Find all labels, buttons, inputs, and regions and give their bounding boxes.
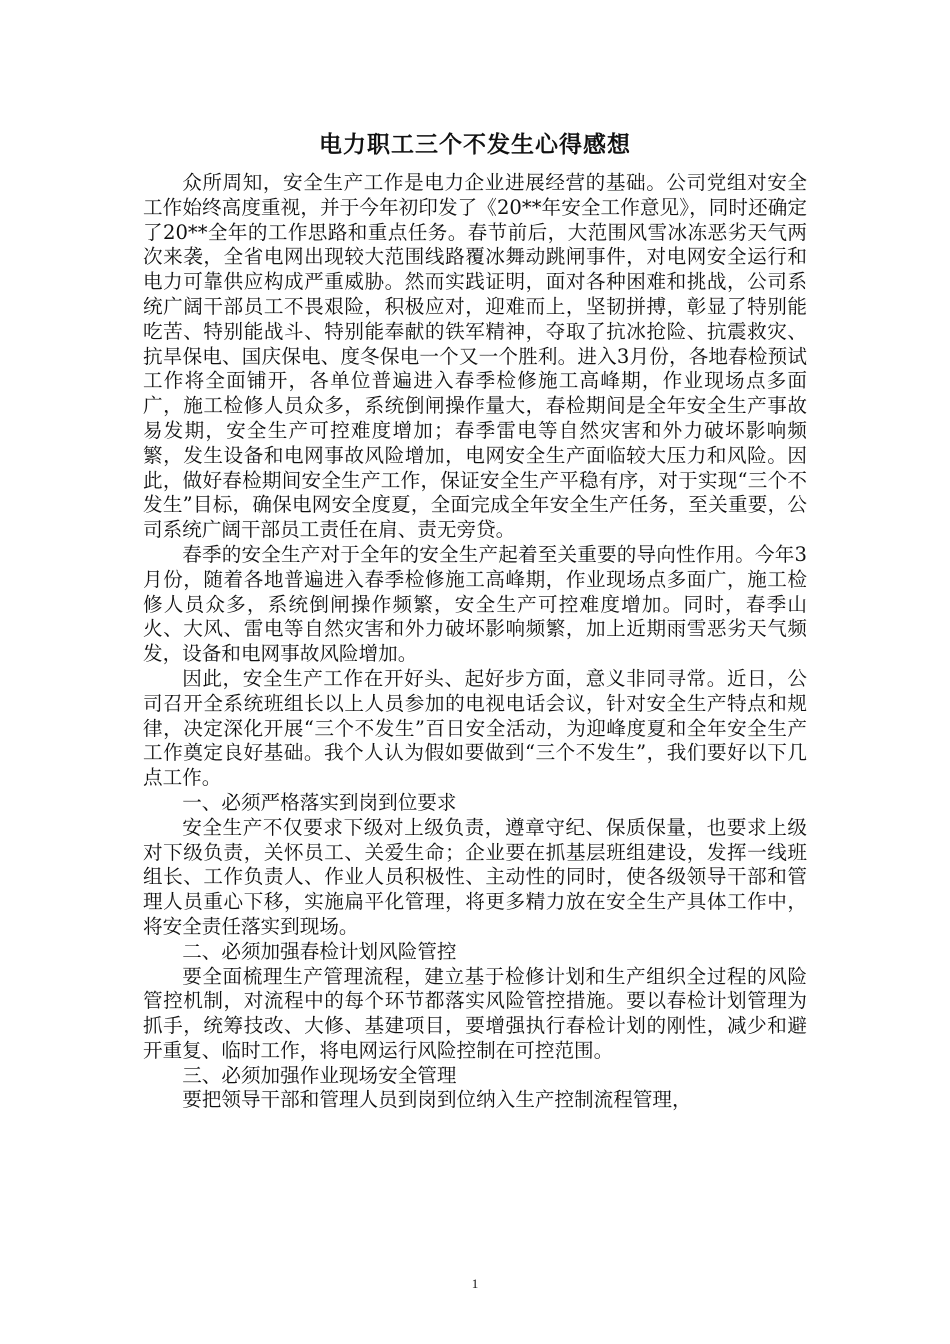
- paragraph: 春季的安全生产对于全年的安全生产起着至关重要的导向性作用。今年3月份，随着各地普遍进入春季检修施工高峰期，作业现场点多面广，施工检修人员众多，系统倒闸操作频繁，安全生产可控难度增加。同时，春季山火、大风、雷电等自然灾害和外力破坏影响频繁，加上近期雨雪恶劣天气频发，设备和电网事故风险增加。: [143, 542, 807, 666]
- page-number: 1: [471, 1276, 479, 1291]
- paragraph: 安全生产不仅要求下级对上级负责，遵章守纪、保质保量，也要求上级对下级负责，关怀员工、关爱生命；企业要在抓基层班组建设，发挥一线班组长、工作负责人、作业人员积极性、主动性的同时，使各级领导干部和管理人员重心下移，实施扁平化管理，将更多精力放在安全生产具体工作中，将安全责任落实到现场。: [143, 815, 807, 938]
- paragraph: 要把领导干部和管理人员到岗到位纳入生产控制流程管理，: [182, 1088, 692, 1112]
- paragraph: 要全面梳理生产管理流程，建立基于检修计划和生产组织全过程的风险管控机制，对流程中的每个环节都落实风险管控措施。要以春检计划管理为抓手，统筹技改、大修、基建项目，要增强执行春检计划的刚性，减少和避开重复、临时工作，将电网运行风险控制在可控范围。: [143, 964, 807, 1062]
- section-heading: 一、必须严格落实到岗到位要求: [182, 790, 457, 814]
- page-title: 电力职工三个不发生心得感想: [319, 132, 631, 158]
- section-heading: 二、必须加强春检计划风险管控: [182, 939, 457, 963]
- section-heading: 三、必须加强作业现场安全管理: [182, 1063, 457, 1087]
- paragraph: 众所周知，安全生产工作是电力企业进展经营的基础。公司党组对安全工作始终高度重视，并于今年初印发了《20**年安全工作意见》，同时还确定了20**全年的工作思路和重点任务。春节前后，大范围风雪冰冻恶劣天气两次来袭，全省电网出现较大范围线路覆冰舞动跳闸事件，对电网安全运行和电力可靠供应构成严重威胁。然而实践证明，面对各种困难和挑战，公司系统广阔干部员工不畏艰险，积极应对，迎难而上，坚韧拼搏，彰显了特别能吃苦、特别能战斗、特别能奉献的铁军精神，夺取了抗冰抢险、抗震救灾、抗旱保电、国庆保电、度冬保电一个又一个胜利。进入3月份，各地春检预试工作将全面铺开，各单位普遍进入春季检修施工高峰期，作业现场点多面广，施工检修人员众多，系统倒闸操作量大，春检期间是全年安全生产事故易发期，安全生产可控难度增加；春季雷电等自然灾害和外力破坏影响频繁，发生设备和电网事故风险增加，电网安全生产面临较大压力和风险。因此，做好春检期间安全生产工作，保证安全生产平稳有序，对于实现“三个不发生”目标，确保电网安全度夏，全面完成全年安全生产任务，至关重要，公司系统广阔干部员工责任在肩、责无旁贷。: [143, 171, 807, 542]
- document-body: [143, 171, 807, 1113]
- paragraph: 因此，安全生产工作在开好头、起好步方面，意义非同寻常。近日，公司召开全系统班组长以上人员参加的电视电话会议，针对安全生产特点和规律，决定深化开展“三个不发生”百日安全活动，为迎峰度夏和全年安全生产工作奠定良好基础。我个人认为假如要做到“三个不发生”，我们要好以下几点工作。: [143, 666, 807, 790]
